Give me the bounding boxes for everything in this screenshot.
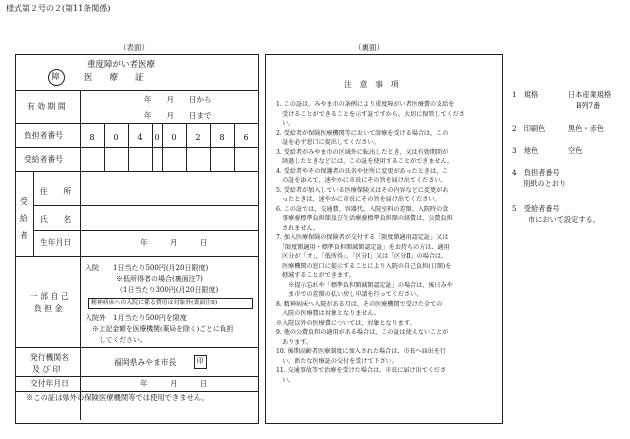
recipient-group-label: 受 給 者 [20,197,28,240]
note-line: 1. この証は、みやま市の条例により重度障がい者医療費の支給を [276,101,455,108]
note-line: 4. 受給者やその保護者の氏名や住所に変更があったときは、こ [276,167,449,175]
note-line: 8. 精神病床へ入院がある月は、その医療機関で受けた全ての [276,300,443,308]
payer-digit: 4 [137,133,143,142]
front-title-line2: 医 療 証 [84,73,144,83]
note-line: 事療養標準負担額及び生活療養標準負担額の経費は、公費負担 [276,215,453,222]
copay-note-2: してください。 [99,336,147,344]
notes-title: 注 意 事 項 [344,80,399,89]
copay-boxed-text: 精神病床への入院に係る費用は対象外(裏面注8) [91,299,218,306]
copay-note-1: ※上記金額を医療機関(薬局を除く)ごとに負担 [92,325,234,333]
copay-outpatient: 入院外 1月当たり500円を限度 [85,314,187,322]
spec-item1-label: 1 規格 [512,90,539,99]
note-line: 9. 他の公費負担の適用がある場合は、この証は使えないことが [276,329,449,336]
spec-item5-label: 5 受給者番号 [512,204,560,213]
note-line: 証を必ず窓口に提出してください。 [276,139,380,146]
spec-item5-value: 市において設定する。 [528,215,600,224]
note-line: 区分が「オ」、「低所得」、「区分Ⅰ」又は「区分Ⅱ」の場合は、 [276,253,448,260]
note-line: されません。 [276,224,320,232]
spec-item1-value2: B列7番 [576,101,601,110]
note-line: 3. 受給者がみやま市の区域外に転出したとき、又は有効期間が [276,148,449,156]
footer-note: ※この証は県外の保険医療機関等では使用できません。 [26,393,209,402]
form-id: 様式第２号の２(第11条関係) [6,4,111,13]
copay-inpatient: 入院 1日当たり500円(月20日限度) [85,264,209,272]
note-line: 受けることができることを示す証ですから、大切に保管してくださ [276,110,465,118]
note-line: い。 [276,120,295,127]
validity-label: 有 効 期 間 [27,102,66,111]
issuer-label-2: 及 び 印 [32,365,61,374]
note-line: あります。 [276,338,313,346]
issuer-value: 福岡県みやま市長 [114,358,177,367]
recipient-label: 受給者番号 [24,155,63,164]
front-label: （表面） [119,43,149,52]
copay-low-income-1: ※低所得者の場合(裏面注7) [116,275,203,283]
note-line: い。 [276,376,295,384]
dob-label: 生年月日 [40,238,72,247]
note-line: ※提示忘れや「標準負担額減額認定証」の場合は、後日みや [276,281,453,289]
note-line: ま市での差額の払い戻し申請を行ってください。 [276,291,423,298]
issue-date-label: 交付年月日 [30,379,69,388]
spec-item4-value: 別紙のとおり [523,179,567,188]
note-line: の証を添えて、速やかに市長にその旨を届け出てください。 [276,177,447,184]
payer-digit: 2 [195,133,201,142]
note-line: ったときは、速やかに市長にその旨を届け出てください。 [276,196,441,203]
note-line: 7. 加入医療保険の保険者が交付する「限度額適用認定証」又は [276,234,449,241]
copay-label-2: 負 担 金 [34,304,63,313]
payer-digit: 0 [113,133,119,142]
front-title-line1: 重度障がい者医療 [87,60,156,70]
spec-item1-value: 日本産業規格 [568,90,612,99]
issuer-label-1: 発行機関名 [30,353,69,362]
spec-item3-value: 空色 [568,146,583,155]
note-line: ※入院以外の医療費については、対象となります。 [276,319,416,327]
note-line: 入院の医療費は対象となりません。 [276,310,380,317]
payer-digit: 6 [243,133,249,142]
issuer-seal: 印 [196,357,204,365]
note-line: 11. 交通事故等で治療を受けた場合は、市長に届け出てくださ [276,367,447,374]
dob-value: 年 月 日 [140,238,208,247]
note-line: 6. この証では、交通費、容器代、入院室料の差額、入院時の食 [276,205,449,213]
note-line: 「限度額適用・標準負担額減額認定証」をお持ちの方は、適用 [276,243,450,251]
note-line: 5. 受給者が加入している医療保険又はその内容などに変更があ [276,186,449,194]
validity-from: 年 月 日から [144,95,212,104]
payer-digit: 8 [219,133,225,142]
copay-low-income-2: （1日当たり300円(月20日限度) [116,286,219,294]
spec-item2-value: 黒色・赤色 [568,124,604,133]
payer-digit: 0 [154,133,160,142]
spec-item4-label: 4 負担者番号 [512,168,560,177]
validity-to: 年 月 日まで [144,111,212,120]
note-line: 軽減することができます。 [276,272,355,279]
spec-item2-label: 2 印刷色 [512,124,546,133]
back-label: （裏面） [354,43,384,52]
name-label: 氏 名 [40,215,72,224]
note-line: 2. 受給者が保険医療機関等において診療を受ける場合は、この [276,129,449,137]
spec-item3-label: 3 地色 [512,146,539,155]
note-line: 経過したときなどには、この証を使用することができません。 [276,158,454,165]
copay-label-1: 一 部 自 己 [30,292,69,301]
payer-label: 負担者番号 [24,131,63,140]
note-line: 10. 後期高齢者医療制度に加入された場合は、市長へ届出を行 [276,348,447,355]
payer-digit: 0 [171,133,177,142]
note-line: 医療機関の窓口に提示することにより入院の自己負担(日額)を [276,262,452,270]
address-label: 住 所 [40,187,72,196]
note-line: い、新たな医療証の交付を受けて下さい。 [276,357,398,365]
issue-date-value: 年 月 日 [140,379,208,388]
payer-digit: 8 [89,133,95,142]
stamp-char: 障 [51,72,60,81]
